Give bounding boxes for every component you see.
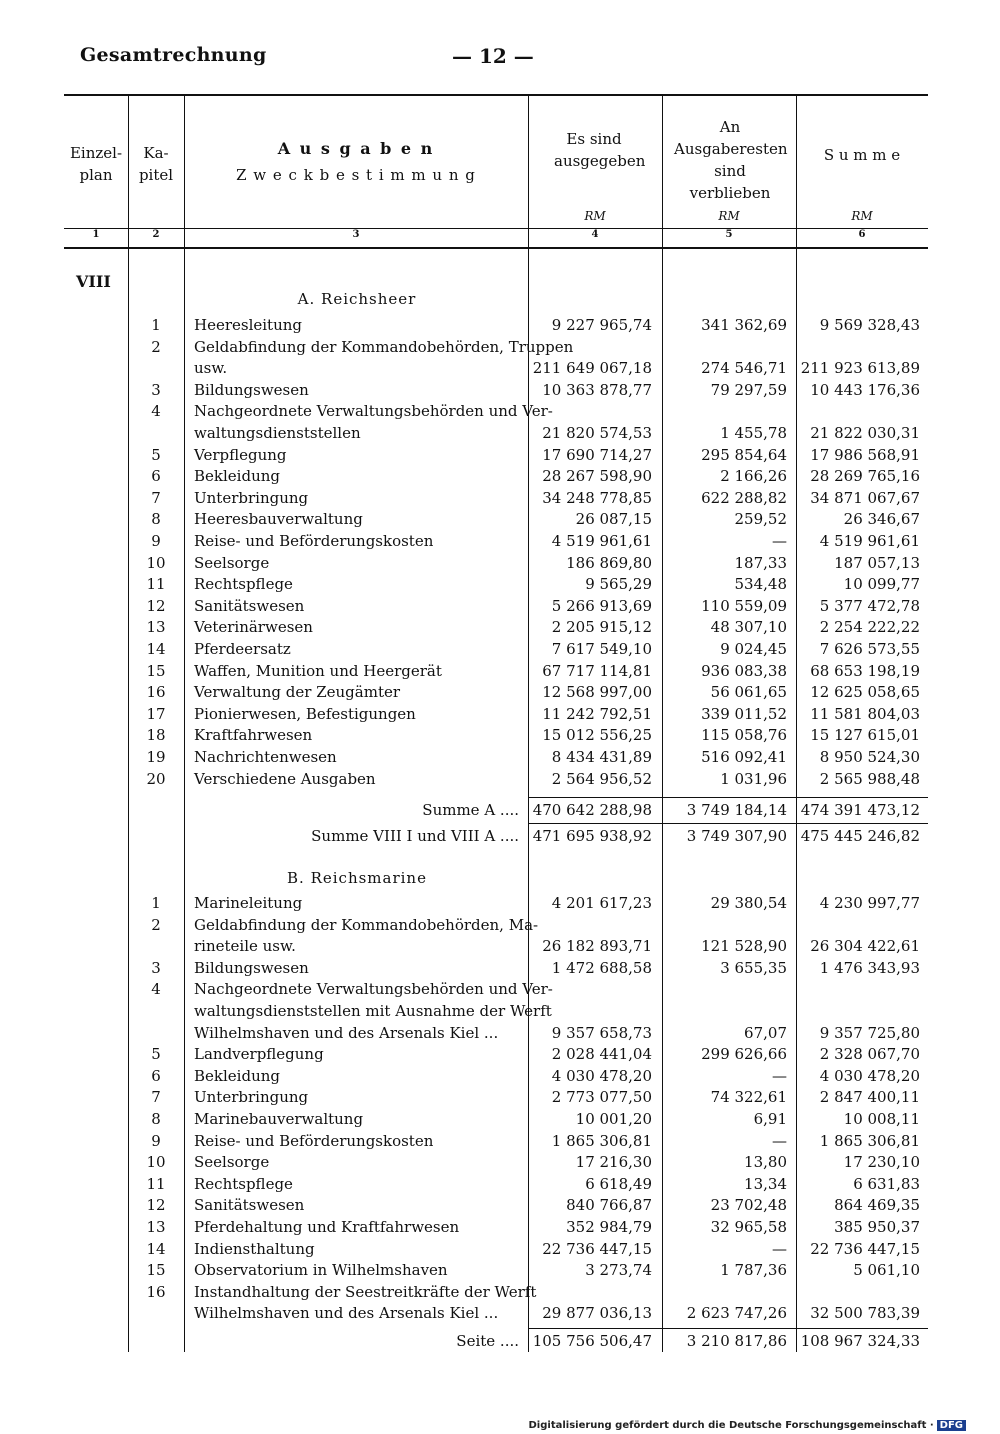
cell-v5: — (772, 1066, 787, 1085)
col-head-kapitel: Ka- pitel (138, 144, 174, 184)
table-row (64, 597, 928, 619)
sum-row (64, 1332, 928, 1354)
cell-kap: 3 (151, 958, 161, 977)
cell-v6: 5 061,10 (853, 1261, 920, 1280)
cell-kap: 8 (151, 510, 161, 529)
cell-v6: 26 346,67 (843, 510, 920, 529)
cell-desc: Nachgeordnete Verwaltungsbehörden und Ver- (194, 980, 553, 999)
cell-kap: 19 (146, 748, 166, 766)
cell-v5: 121 528,90 (701, 937, 787, 956)
cell-desc: Bekleidung (194, 1066, 280, 1085)
table-row (64, 359, 928, 381)
cell-v6: 385 950,37 (834, 1218, 920, 1236)
cell-v4: 211 649 067,18 (532, 359, 652, 378)
cell-kap: 8 (151, 1110, 161, 1128)
cell-v5: 32 965,58 (710, 1218, 787, 1236)
cell-v6: 475 445 246,82 (800, 827, 920, 846)
cell-v5: 13,34 (744, 1174, 787, 1193)
cell-desc: Verschiedene Ausgaben (194, 769, 376, 788)
cell-v6: 10 008,11 (843, 1110, 920, 1128)
cell-kap: 2 (151, 337, 161, 356)
cell-kap: 4 (151, 980, 161, 999)
cell-kap: 10 (146, 1153, 166, 1172)
cell-v6: 10 099,77 (843, 575, 920, 594)
col-num-2: 2 (152, 229, 160, 240)
cell-desc: Kraftfahrwesen (194, 726, 313, 745)
cell-v4: 1 472 688,58 (551, 958, 652, 977)
cell-v4: 470 642 288,98 (532, 801, 652, 820)
cell-desc: Landverpflegung (194, 1045, 324, 1064)
cell-kap: 9 (151, 532, 161, 550)
cell-v6: 7 626 573,55 (819, 640, 920, 658)
cell-v5: 6,91 (753, 1110, 787, 1128)
cell-v5: 74 322,61 (710, 1088, 787, 1107)
col-num-1: 1 (92, 229, 100, 240)
cell-desc: Geldabfindung der Kommandobehörden, Ma- (194, 915, 539, 934)
cell-v6: 108 967 324,33 (800, 1332, 920, 1350)
cell-v5: — (772, 1239, 787, 1258)
cell-desc: Pionierwesen, Befestigungen (194, 704, 416, 723)
cell-v5: 9 024,45 (720, 640, 787, 658)
cell-desc: Seelsorge (194, 1153, 270, 1172)
cell-v6: 17 230,10 (843, 1153, 920, 1172)
cell-desc: Sanitätswesen (194, 1196, 305, 1215)
col-num-3: 3 (352, 229, 360, 240)
sum-row (64, 801, 928, 823)
cell-v5: 29 380,54 (710, 894, 787, 912)
cell-v4: 29 877 036,13 (542, 1304, 652, 1323)
cell-v5: 341 362,69 (701, 316, 787, 334)
cell-v4: 186 869,80 (566, 553, 652, 572)
cell-kap: 11 (146, 1174, 166, 1193)
cell-v5: 259,52 (734, 510, 787, 529)
cell-kap: 17 (146, 704, 166, 723)
table-row (64, 554, 928, 576)
cell-desc: Unterbringung (194, 488, 309, 507)
col-head-reste: An Ausgaberesten sind verblieben (674, 118, 788, 202)
cell-v4: 2 205 915,12 (551, 618, 652, 637)
footer-text: Digitalisierung gefördert durch die Deutsche Forschungsgemeinschaft · (528, 1420, 934, 1431)
cell-v4: 8 434 431,89 (551, 748, 652, 766)
cell-v4: 9 357 658,73 (551, 1023, 652, 1042)
cell-kap: 13 (146, 618, 166, 637)
cell-v6: 5 377 472,78 (819, 596, 920, 615)
cell-v6: 15 127 615,01 (810, 726, 920, 745)
table-row (64, 662, 928, 684)
cell-desc: Heeresleitung (194, 316, 303, 334)
cell-v5: 274 546,71 (701, 359, 787, 378)
cell-kap: 12 (146, 1196, 166, 1215)
cell-v6: 68 653 198,19 (810, 661, 920, 680)
cell-v4: 15 012 556,25 (542, 726, 652, 745)
cell-v5: 299 626,66 (701, 1045, 787, 1064)
unit-col5: RM (718, 209, 740, 223)
cell-kap: 9 (151, 1131, 161, 1150)
table-row (64, 1304, 928, 1326)
cell-v4: 4 201 617,23 (551, 894, 652, 912)
col-head-summe: S u m m e (823, 146, 901, 164)
cell-desc: Seite .... (456, 1332, 519, 1350)
cell-v4: 5 266 913,69 (551, 596, 652, 615)
cell-desc: Bekleidung (194, 467, 280, 486)
cell-v6: 11 581 804,03 (810, 704, 920, 723)
cell-v4: 2 028 441,04 (551, 1045, 652, 1064)
cell-v4: 12 568 997,00 (542, 683, 652, 702)
cell-v5: 110 559,09 (701, 596, 787, 615)
table-row (64, 381, 928, 403)
cell-desc: Sanitätswesen (194, 596, 305, 615)
cell-v5: 936 083,38 (701, 661, 787, 680)
cell-v5: 67,07 (744, 1023, 787, 1042)
table-row (64, 683, 928, 705)
cell-desc: Reise- und Beförderungskosten (194, 532, 434, 550)
cell-desc: waltungsdienststellen (194, 424, 361, 442)
cell-v6: 28 269 765,16 (810, 467, 920, 486)
cell-desc: Reise- und Beförderungskosten (194, 1131, 434, 1150)
table-row (64, 1132, 928, 1154)
cell-v5: 3 749 184,14 (686, 801, 787, 820)
cell-v5: 339 011,52 (701, 704, 787, 723)
table-row (64, 1196, 928, 1218)
cell-v5: 1 455,78 (720, 424, 787, 442)
cell-v6: 4 030 478,20 (819, 1066, 920, 1085)
table-row (64, 532, 928, 554)
table-row (64, 1024, 928, 1046)
cell-v4: 28 267 598,90 (542, 467, 652, 486)
unit-col4: RM (584, 209, 606, 223)
cell-desc: Heeresbauverwaltung (194, 510, 363, 529)
cell-kap: 5 (151, 1045, 161, 1064)
cell-v6: 8 950 524,30 (819, 748, 920, 766)
table-row (64, 316, 928, 338)
cell-v4: 352 984,79 (566, 1218, 652, 1236)
col-num-5: 5 (725, 229, 733, 240)
cell-kap: 14 (146, 640, 166, 658)
cell-v5: 187,33 (734, 553, 787, 572)
cell-v4: 17 690 714,27 (542, 445, 652, 464)
table-row (64, 1045, 928, 1067)
cell-kap: 20 (146, 769, 166, 788)
cell-v6: 34 871 067,67 (810, 488, 920, 507)
cell-v6: 474 391 473,12 (800, 801, 920, 820)
unit-col6: RM (851, 209, 873, 223)
table-row (64, 338, 928, 360)
table-row (64, 770, 928, 792)
cell-v6: 10 443 176,36 (810, 380, 920, 399)
cell-desc: waltungsdienststellen mit Ausnahme der Werft (194, 1002, 552, 1020)
cell-v5: 2 166,26 (720, 467, 787, 486)
cell-v4: 2 773 077,50 (551, 1088, 652, 1107)
cell-v6: 32 500 783,39 (810, 1304, 920, 1323)
plan-number: VIII (76, 272, 111, 291)
col-num-4: 4 (591, 229, 599, 240)
table-row (64, 726, 928, 748)
table-row (64, 1088, 928, 1110)
table-row (64, 894, 928, 916)
cell-v6: 2 565 988,48 (819, 769, 920, 788)
sum-a-rule (528, 797, 928, 798)
cell-desc: Rechtspflege (194, 575, 293, 594)
cell-v6: 26 304 422,61 (810, 937, 920, 956)
table-row (64, 1283, 928, 1305)
table-row (64, 705, 928, 727)
table-top-rule (64, 94, 928, 96)
section-b-title: B. Reichsmarine (287, 869, 427, 887)
cell-desc: Nachrichtenwesen (194, 748, 337, 766)
cell-desc: Geldabfindung der Kommandobehörden, Truppen (194, 337, 574, 356)
cell-v6: 17 986 568,91 (810, 445, 920, 464)
cell-desc: Wilhelmshaven und des Arsenals Kiel ... (194, 1023, 499, 1042)
table-row (64, 618, 928, 640)
page-number: — 12 — (452, 44, 534, 68)
cell-v6: 2 254 222,22 (819, 618, 920, 637)
sum-row (64, 827, 928, 849)
cell-v4: 17 216,30 (575, 1153, 652, 1172)
table-row (64, 575, 928, 597)
cell-v5: 295 854,64 (701, 445, 787, 464)
cell-v4: 6 618,49 (585, 1174, 652, 1193)
cell-desc: Summe VIII I und VIII A .... (311, 827, 519, 846)
cell-desc: usw. (194, 359, 228, 378)
cell-kap: 15 (146, 1261, 166, 1280)
cell-v5: 79 297,59 (710, 380, 787, 399)
cell-v6: 21 822 030,31 (810, 424, 920, 442)
cell-v6: 211 923 613,89 (800, 359, 920, 378)
table-row (64, 510, 928, 532)
cell-v5: 13,80 (744, 1153, 787, 1172)
cell-v5: 1 787,36 (720, 1261, 787, 1280)
cell-v5: — (772, 1131, 787, 1150)
cell-v6: 12 625 058,65 (810, 683, 920, 702)
table-row (64, 467, 928, 489)
cell-v4: 9 565,29 (585, 575, 652, 594)
cell-v6: 9 357 725,80 (819, 1023, 920, 1042)
table-row (64, 916, 928, 938)
cell-v4: 67 717 114,81 (542, 661, 652, 680)
col-head-ausgegeben: Es sind ausgegeben (554, 130, 646, 170)
cell-desc: Marinebauverwaltung (194, 1110, 364, 1128)
table-row (64, 424, 928, 446)
cell-kap: 15 (146, 661, 166, 680)
cell-v5: 622 288,82 (701, 488, 787, 507)
cell-kap: 16 (146, 683, 166, 702)
cell-v6: 4 519 961,61 (819, 532, 920, 550)
cell-v6: 1 865 306,81 (819, 1131, 920, 1150)
col-head-plan: Einzel- plan (69, 144, 123, 184)
cell-v5: 1 031,96 (720, 769, 787, 788)
section-a-title: A. Reichsheer (297, 290, 417, 308)
cell-v4: 26 087,15 (575, 510, 652, 529)
table-row (64, 959, 928, 981)
table-row (64, 1153, 928, 1175)
cell-v6: 2 847 400,11 (819, 1088, 920, 1107)
cell-desc: Veterinärwesen (194, 618, 313, 637)
cell-kap: 7 (151, 1088, 161, 1107)
cell-desc: Nachgeordnete Verwaltungsbehörden und Ver- (194, 402, 553, 421)
cell-kap: 7 (151, 488, 161, 507)
table-row (64, 1240, 928, 1262)
cell-kap: 13 (146, 1218, 166, 1236)
table-row (64, 640, 928, 662)
cell-desc: Bildungswesen (194, 380, 309, 399)
cell-v4: 471 695 938,92 (532, 827, 652, 846)
cell-v4: 10 001,20 (575, 1110, 652, 1128)
cell-desc: Pferdeersatz (194, 640, 291, 658)
cell-desc: Verpflegung (194, 445, 287, 464)
cell-desc: Rechtspflege (194, 1174, 293, 1193)
table-row (64, 980, 928, 1002)
page-title: Gesamtrechnung (80, 44, 267, 66)
cell-desc: Instandhaltung der Seestreitkräfte der Werft (194, 1282, 537, 1301)
cell-v4: 21 820 574,53 (542, 424, 652, 442)
cell-v6: 2 328 067,70 (819, 1045, 920, 1064)
cell-kap: 1 (151, 894, 161, 912)
table-row (64, 1002, 928, 1024)
cell-v5: — (772, 532, 787, 550)
cell-v4: 105 756 506,47 (532, 1332, 652, 1350)
cell-kap: 2 (151, 915, 161, 934)
table-row (64, 937, 928, 959)
cell-v4: 4 519 961,61 (551, 532, 652, 550)
cell-v5: 56 061,65 (710, 683, 787, 702)
table-row (64, 1261, 928, 1283)
cell-v6: 1 476 343,93 (819, 958, 920, 977)
cell-v5: 3 749 307,90 (686, 827, 787, 846)
cell-v5: 534,48 (734, 575, 787, 594)
cell-kap: 11 (146, 575, 166, 594)
cell-kap: 10 (146, 553, 166, 572)
table-row (64, 1067, 928, 1089)
table-row (64, 748, 928, 770)
col-num-6: 6 (858, 229, 866, 240)
cell-v5: 516 092,41 (701, 748, 787, 766)
cell-kap: 16 (146, 1282, 166, 1301)
cell-v4: 840 766,87 (566, 1196, 652, 1215)
table-row (64, 446, 928, 468)
cell-v5: 2 623 747,26 (686, 1304, 787, 1323)
cell-v5: 48 307,10 (710, 618, 787, 637)
table-row (64, 489, 928, 511)
table-row (64, 1110, 928, 1132)
column-number-rule (64, 247, 928, 249)
cell-v6: 9 569 328,43 (819, 316, 920, 334)
cell-v4: 4 030 478,20 (551, 1066, 652, 1085)
table-row (64, 1175, 928, 1197)
cell-v4: 2 564 956,52 (551, 769, 652, 788)
cell-v6: 4 230 997,77 (819, 894, 920, 912)
cell-kap: 12 (146, 596, 166, 615)
footer-credit (529, 1420, 967, 1431)
cell-v4: 26 182 893,71 (542, 937, 652, 956)
expenditure-table (64, 94, 928, 1352)
cell-kap: 3 (151, 380, 161, 399)
cell-kap: 4 (151, 402, 161, 421)
cell-v6: 187 057,13 (834, 553, 920, 572)
cell-desc: Marineleitung (194, 894, 303, 912)
cell-kap: 18 (146, 726, 166, 745)
cell-desc: Waffen, Munition und Heergerät (194, 661, 442, 680)
cell-desc: Pferdehaltung und Kraftfahrwesen (194, 1218, 460, 1236)
cell-v4: 1 865 306,81 (551, 1131, 652, 1150)
cell-v4: 22 736 447,15 (542, 1239, 652, 1258)
cell-v4: 7 617 549,10 (551, 640, 652, 658)
cell-v5: 115 058,76 (701, 726, 787, 745)
table-row (64, 402, 928, 424)
cell-desc: rineteile usw. (194, 937, 296, 956)
cell-v5: 3 655,35 (720, 958, 787, 977)
col-head-ausgaben: A u s g a b e n (277, 139, 435, 158)
cell-v5: 23 702,48 (710, 1196, 787, 1215)
sum-a-bottom-rule (528, 823, 928, 824)
cell-v6: 6 631,83 (853, 1174, 920, 1193)
col-head-zweck: Z w e c k b e s t i m m u n g (236, 166, 476, 184)
cell-v6: 864 469,35 (834, 1196, 920, 1215)
dfg-logo: DFG (937, 1420, 966, 1431)
cell-desc: Observatorium in Wilhelmshaven (194, 1261, 448, 1280)
cell-v4: 9 227 965,74 (551, 316, 652, 334)
cell-desc: Wilhelmshaven und des Arsenals Kiel ... (194, 1304, 499, 1323)
cell-v6: 22 736 447,15 (810, 1239, 920, 1258)
cell-v4: 10 363 878,77 (542, 380, 652, 399)
cell-v4: 11 242 792,51 (542, 704, 652, 723)
table-row (64, 1218, 928, 1240)
cell-v4: 34 248 778,85 (542, 488, 652, 507)
cell-desc: Unterbringung (194, 1088, 309, 1107)
cell-desc: Seelsorge (194, 553, 270, 572)
cell-kap: 5 (151, 445, 161, 464)
cell-desc: Summe A .... (422, 801, 519, 820)
cell-kap: 6 (151, 467, 161, 486)
cell-v5: 3 210 817,86 (686, 1332, 787, 1350)
cell-desc: Indiensthaltung (194, 1239, 315, 1258)
cell-kap: 14 (146, 1239, 166, 1258)
cell-desc: Bildungswesen (194, 958, 309, 977)
seite-rule (528, 1328, 928, 1329)
cell-kap: 1 (151, 316, 161, 334)
cell-desc: Verwaltung der Zeugämter (194, 683, 401, 702)
cell-kap: 6 (151, 1066, 161, 1085)
cell-v4: 3 273,74 (585, 1261, 652, 1280)
